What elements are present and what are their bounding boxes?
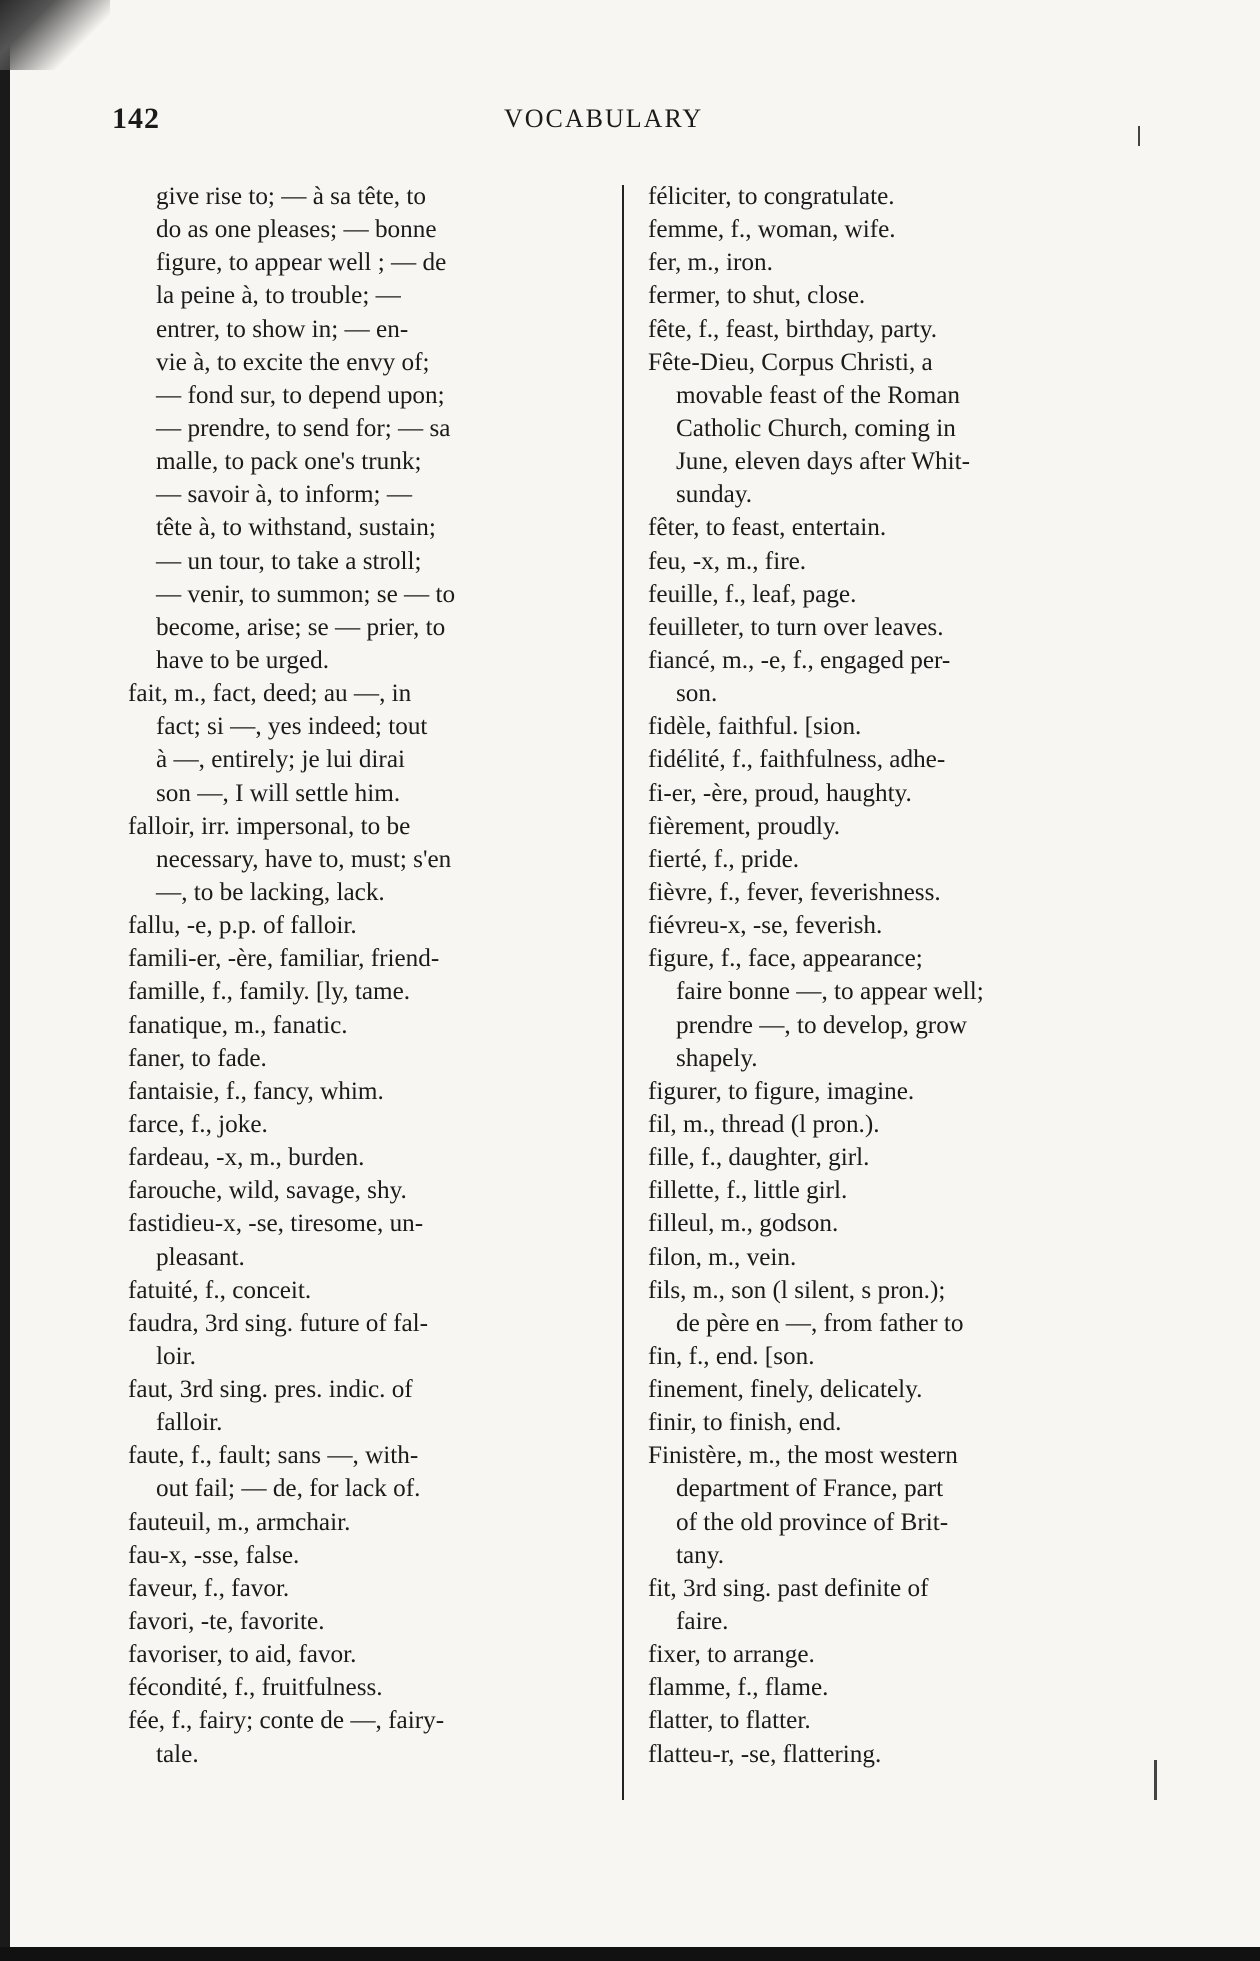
right-column-line: movable feast of the Roman bbox=[676, 381, 960, 409]
right-column-line: of the old province of Brit- bbox=[676, 1508, 949, 1536]
left-column-line: have to be urged. bbox=[156, 646, 329, 674]
right-column-line: finement, finely, delicately. bbox=[648, 1376, 923, 1404]
left-column-line: do as one pleases; — bonne bbox=[156, 216, 437, 244]
right-column-line: flatter, to flatter. bbox=[648, 1707, 811, 1735]
left-column-line: loir. bbox=[156, 1342, 196, 1370]
right-column-line: feuilleter, to turn over leaves. bbox=[648, 613, 944, 641]
left-column-line: fastidieu-x, -se, tiresome, un- bbox=[128, 1210, 424, 1238]
right-column-line: femme, f., woman, wife. bbox=[648, 216, 896, 244]
page-edge-left bbox=[0, 0, 10, 1961]
right-column-line: fêter, to feast, entertain. bbox=[648, 514, 887, 542]
left-column-line: fantaisie, f., fancy, whim. bbox=[128, 1077, 384, 1105]
left-column bbox=[128, 180, 598, 1771]
left-column-line: entrer, to show in; — en- bbox=[156, 315, 409, 343]
left-column-line: malle, to pack one's trunk; bbox=[156, 448, 422, 476]
left-column-line: — fond sur, to depend upon; bbox=[156, 381, 445, 409]
right-column-line: shapely. bbox=[676, 1044, 758, 1072]
left-column-line: favoriser, to aid, favor. bbox=[128, 1641, 357, 1669]
left-column-line: become, arise; se — prier, to bbox=[156, 613, 446, 641]
left-column-line: fée, f., fairy; conte de —, fairy- bbox=[128, 1707, 445, 1735]
page-corner-shadow bbox=[0, 0, 110, 70]
left-column-line: figure, to appear well ; — de bbox=[156, 249, 447, 277]
left-column-line: tale. bbox=[156, 1740, 199, 1768]
left-column-line: — savoir à, to inform; — bbox=[156, 481, 413, 509]
right-column-line: filleul, m., godson. bbox=[648, 1210, 839, 1238]
left-column-line: —, to be lacking, lack. bbox=[156, 878, 385, 906]
right-column-line: fillette, f., little girl. bbox=[648, 1177, 848, 1205]
margin-mark-top bbox=[1138, 126, 1140, 146]
left-column-line: faut, 3rd sing. pres. indic. of bbox=[128, 1376, 413, 1404]
left-column-line: give rise to; — à sa tête, to bbox=[156, 183, 426, 210]
running-head: VOCABULARY bbox=[504, 104, 704, 133]
right-column-line: filon, m., vein. bbox=[648, 1243, 797, 1271]
right-column-line: fil, m., thread (l pron.). bbox=[648, 1110, 880, 1138]
right-column-line: department of France, part bbox=[676, 1475, 944, 1503]
right-column-line: de père en —, from father to bbox=[676, 1309, 964, 1337]
right-column-line: fête, f., feast, birthday, party. bbox=[648, 315, 938, 343]
right-column-line: Finistère, m., the most western bbox=[648, 1442, 958, 1470]
left-column-line: faner, to fade. bbox=[128, 1044, 267, 1072]
right-column-line: Catholic Church, coming in bbox=[676, 414, 956, 442]
left-column-line: vie à, to excite the envy of; bbox=[156, 348, 430, 376]
page-edge-bottom bbox=[0, 1947, 1260, 1961]
left-column-line: — prendre, to send for; — sa bbox=[156, 414, 451, 442]
page-number: 142 bbox=[112, 102, 160, 135]
right-column-line: Fête-Dieu, Corpus Christi, a bbox=[648, 348, 933, 376]
right-column-line: fiévreu-x, -se, feverish. bbox=[648, 912, 883, 940]
right-column-line: son. bbox=[676, 680, 718, 708]
left-column-line: out fail; — de, for lack of. bbox=[156, 1475, 421, 1503]
right-column-line: fer, m., iron. bbox=[648, 249, 773, 277]
right-column-line: June, eleven days after Whit- bbox=[676, 448, 970, 476]
right-column-line: faire. bbox=[676, 1608, 729, 1636]
right-column-line: figure, f., face, appearance; bbox=[648, 945, 923, 973]
left-column-line: falloir, irr. impersonal, to be bbox=[128, 812, 411, 840]
left-column-line: faudra, 3rd sing. future of fal- bbox=[128, 1309, 429, 1337]
right-column-line: faire bonne —, to appear well; bbox=[676, 978, 984, 1006]
right-column-line: fermer, to shut, close. bbox=[648, 282, 866, 310]
right-column-line: fidélité, f., faithfulness, adhe- bbox=[648, 746, 946, 774]
right-column-line: feu, -x, m., fire. bbox=[648, 547, 807, 575]
left-column-line: son —, I will settle him. bbox=[156, 779, 401, 807]
right-column-line: féliciter, to congratulate. bbox=[648, 183, 895, 210]
left-column-line: fardeau, -x, m., burden. bbox=[128, 1144, 365, 1172]
left-column-line: faveur, f., favor. bbox=[128, 1574, 290, 1602]
left-column-line: pleasant. bbox=[156, 1243, 245, 1271]
right-column-line: fièrement, proudly. bbox=[648, 812, 841, 840]
right-column-line: fierté, f., pride. bbox=[648, 845, 800, 873]
right-column-line: fiancé, m., -e, f., engaged per- bbox=[648, 646, 951, 674]
left-column-line: necessary, have to, must; s'en bbox=[156, 845, 452, 873]
left-column-line: fatuité, f., conceit. bbox=[128, 1276, 312, 1304]
right-column-line: fils, m., son (l silent, s pron.); bbox=[648, 1276, 946, 1304]
left-column-line: famili-er, -ère, familiar, friend- bbox=[128, 945, 440, 973]
left-column-line: — un tour, to take a stroll; bbox=[156, 547, 422, 575]
left-column-line: favori, -te, favorite. bbox=[128, 1608, 325, 1636]
right-column-line: fit, 3rd sing. past definite of bbox=[648, 1574, 929, 1602]
right-column-line: prendre —, to develop, grow bbox=[676, 1011, 967, 1039]
right-column-line: finir, to finish, end. bbox=[648, 1409, 842, 1437]
left-column-line: tête à, to withstand, sustain; bbox=[156, 514, 436, 542]
left-column-line: fauteuil, m., armchair. bbox=[128, 1508, 351, 1536]
left-column-line: farce, f., joke. bbox=[128, 1110, 268, 1138]
right-column-line: tany. bbox=[676, 1541, 725, 1569]
left-column-line: à —, entirely; je lui dirai bbox=[156, 746, 405, 774]
right-column-line: flamme, f., flame. bbox=[648, 1674, 829, 1702]
page-header bbox=[0, 102, 1260, 142]
right-column-line: fi-er, -ère, proud, haughty. bbox=[648, 779, 912, 807]
left-column-line: fallu, -e, p.p. of falloir. bbox=[128, 912, 357, 940]
right-column-line: figurer, to figure, imagine. bbox=[648, 1077, 915, 1105]
column-divider bbox=[622, 185, 624, 1800]
right-column-line: fixer, to arrange. bbox=[648, 1641, 815, 1669]
margin-mark-bottom bbox=[1154, 1760, 1157, 1800]
left-column-line: fau-x, -sse, false. bbox=[128, 1541, 300, 1569]
right-column-line: fidèle, faithful. [sion. bbox=[648, 713, 862, 741]
left-column-line: la peine à, to trouble; — bbox=[156, 282, 401, 310]
left-column-line: fait, m., fact, deed; au —, in bbox=[128, 680, 412, 708]
left-column-line: fact; si —, yes indeed; tout bbox=[156, 713, 428, 741]
left-column-line: fanatique, m., fanatic. bbox=[128, 1011, 348, 1039]
left-column-line: famille, f., family. [ly, tame. bbox=[128, 978, 411, 1006]
right-column-line: fille, f., daughter, girl. bbox=[648, 1144, 870, 1172]
left-column-line: — venir, to summon; se — to bbox=[156, 580, 456, 608]
right-column-line: flatteu-r, -se, flattering. bbox=[648, 1740, 882, 1768]
left-column-line: faute, f., fault; sans —, with- bbox=[128, 1442, 419, 1470]
left-column-line: farouche, wild, savage, shy. bbox=[128, 1177, 407, 1205]
right-column bbox=[648, 180, 1126, 1771]
right-column-line: fin, f., end. [son. bbox=[648, 1342, 815, 1370]
left-column-line: falloir. bbox=[156, 1409, 223, 1437]
left-column-line: fécondité, f., fruitfulness. bbox=[128, 1674, 383, 1702]
right-column-line: feuille, f., leaf, page. bbox=[648, 580, 857, 608]
right-column-line: sunday. bbox=[676, 481, 753, 509]
right-column-line: fièvre, f., fever, feverishness. bbox=[648, 878, 941, 906]
